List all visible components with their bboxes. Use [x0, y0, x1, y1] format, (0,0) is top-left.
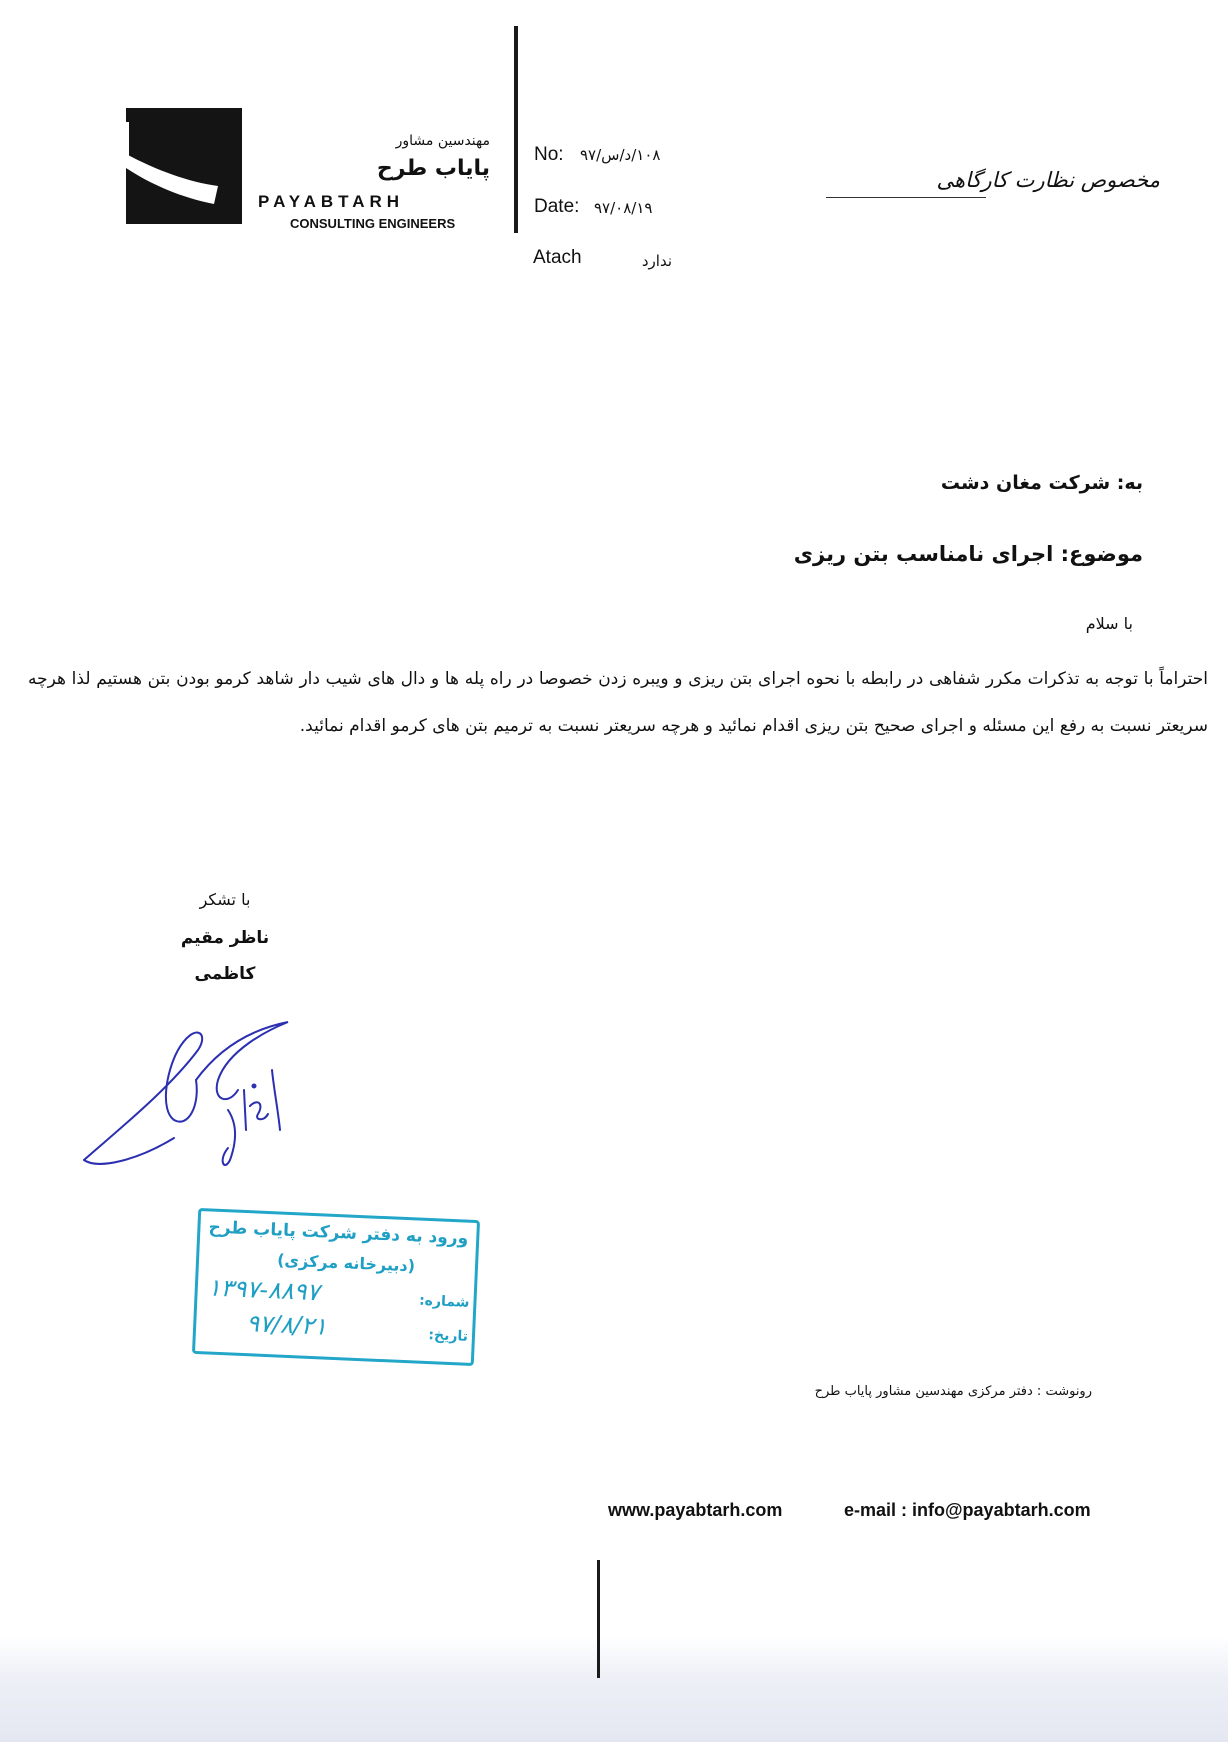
confidential-underline — [826, 197, 986, 198]
reference-number-label: No: — [534, 144, 564, 165]
stamp-date-label: تاریخ: — [428, 1327, 469, 1345]
signer-title: ناظر مقیم — [180, 928, 270, 948]
footer-website[interactable]: www.payabtarh.com — [608, 1500, 783, 1520]
letter-greeting: با سلام — [1085, 614, 1133, 633]
logo-mark-icon — [126, 108, 242, 224]
signer-name: کاظمی — [194, 964, 256, 984]
header-divider — [514, 26, 518, 233]
letter-body: احتراماً با توجه به تذکرات مکرر شفاهی در رابطه با نحوه اجرای بتن ریزی و ویبره زدن خصوصا در راه پله ها و دال های شیب دار شاهد کرمو بودن بتن هستیم لذا هرچه سریعتر نسبت به رفع این مسئله و اجرای صحیح بتن ریزی اقدام نمائید و هرچه سریعتر نسبت به ترمیم بتن های کرمو اقدام نمائید. — [28, 669, 1208, 736]
firm-persian-prefix: مهندسین مشاور — [395, 133, 490, 149]
receipt-stamp — [192, 1208, 480, 1366]
confidential-note: مخصوص نظارت کارگاهی — [936, 168, 1160, 192]
footer-email[interactable]: e-mail : info@payabtarh.com — [844, 1500, 1091, 1520]
firm-english-subtitle: CONSULTING ENGINEERS — [290, 216, 456, 231]
stamp-number-value: ۱۳۹۷-۸۸۹۷ — [207, 1273, 321, 1307]
closing-thanks: با تشکر — [199, 890, 251, 909]
stamp-number-label: شماره: — [418, 1292, 470, 1311]
attachment-value: ندارد — [641, 252, 672, 270]
stamp-date-value: ۹۷/۸/۲۱ — [245, 1309, 328, 1341]
firm-persian-name: پایاب طرح — [376, 156, 490, 181]
company-logo — [126, 108, 242, 224]
footer-divider — [597, 1560, 600, 1678]
handwritten-signature — [78, 1010, 308, 1180]
firm-english-name: PAYABTARH — [258, 192, 405, 211]
stamp-title: ورود به دفتر شرکت پایاب طرح — [208, 1217, 469, 1249]
stamp-subtitle: (دبیرخانه مرکزی) — [276, 1250, 416, 1276]
letter-subject: موضوع: اجرای نامناسب بتن ریزی — [793, 542, 1143, 566]
reference-number-value: ۱۰۸/د/س/۹۷ — [580, 146, 661, 164]
reference-date-value: ۹۷/۰۸/۱۹ — [594, 199, 653, 217]
footer-band — [0, 1636, 1228, 1742]
letter-recipient: به: شرکت مغان دشت — [940, 472, 1143, 494]
reference-date-label: Date: — [534, 196, 580, 217]
carbon-copy-note: رونوشت : دفتر مرکزی مهندسین مشاور پایاب طرح — [814, 1384, 1092, 1399]
attachment-label: Atach — [533, 247, 582, 268]
